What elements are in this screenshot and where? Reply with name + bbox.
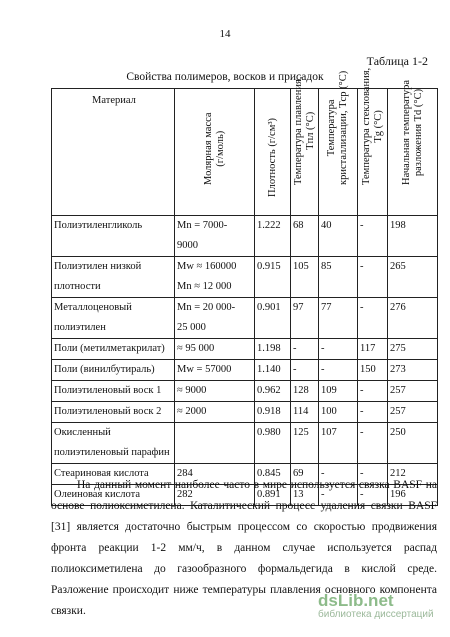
cell-density: 0.901 — [255, 298, 291, 339]
cell-melting-temp: 125 — [291, 423, 319, 464]
table-row — [52, 402, 438, 423]
table-row — [52, 257, 438, 298]
cell-material: Полиэтиленовый воск 1 — [52, 381, 175, 402]
cell-molar-mass: 282 — [175, 485, 255, 506]
cell-decomposition-temp: 276 — [388, 298, 438, 339]
cell-density: 0.918 — [255, 402, 291, 423]
cell-melting-temp: 128 — [291, 381, 319, 402]
cell-decomposition-temp: 257 — [388, 381, 438, 402]
cell-material: Олеиновая кислота — [52, 485, 175, 506]
table-row — [52, 360, 438, 381]
cell-glass-temp: 117 — [358, 339, 388, 360]
cell-density: 1.222 — [255, 216, 291, 257]
cell-density: 1.198 — [255, 339, 291, 360]
cell-material: Поли (винилбутираль) — [52, 360, 175, 381]
cell-material: Окисленный полиэтиленовый парафин — [52, 423, 175, 464]
cell-density: 0.962 — [255, 381, 291, 402]
header-glass-temp: Температура стеклования, Tg (°С) — [358, 89, 388, 216]
header-melting-temp: Температура плавления, Tпл (°С) — [291, 89, 319, 216]
cell-glass-temp: - — [358, 381, 388, 402]
page-number: 14 — [219, 28, 231, 40]
cell-melting-temp: 97 — [291, 298, 319, 339]
cell-decomposition-temp: 250 — [388, 423, 438, 464]
table-title: Свойства полимеров, восков и присадок — [126, 71, 324, 83]
cell-decomposition-temp: 198 — [388, 216, 438, 257]
cell-molar-mass: ≈ 95 000 — [175, 339, 255, 360]
cell-glass-temp: - — [358, 464, 388, 485]
cell-decomposition-temp: 196 — [388, 485, 438, 506]
body-paragraph: На данный момент наиболее часто в мире используется связка BASF на основе полиоксиметилена. Каталитический процесс удаления связки BASF [31] является достаточно быстрым процессом со скоростью продвижения фронта реакции 1-2 мм/ч, в данном случае используется распад полиоксиметилена до газообразного формальдегида в кислой среде. Разложение происходит ниже температуры плавления основного компонента связки. — [51, 479, 437, 617]
cell-glass-temp: 150 — [358, 360, 388, 381]
cell-crystallization-temp: 100 — [319, 402, 358, 423]
table-label: Таблица 1-2 — [366, 54, 428, 68]
cell-melting-temp: 13 — [291, 485, 319, 506]
table-row — [52, 216, 438, 257]
cell-molar-mass: Mn = 20 000- 25 000 — [175, 298, 255, 339]
table-header-row — [52, 89, 438, 216]
cell-density: 0.915 — [255, 257, 291, 298]
cell-decomposition-temp: 212 — [388, 464, 438, 485]
cell-molar-mass: Mn = 7000- 9000 — [175, 216, 255, 257]
watermark — [318, 591, 448, 620]
table-row — [52, 339, 438, 360]
cell-density: 0.891 — [255, 485, 291, 506]
cell-crystallization-temp: 107 — [319, 423, 358, 464]
cell-glass-temp: - — [358, 485, 388, 506]
cell-decomposition-temp: 265 — [388, 257, 438, 298]
watermark-logo: dsLib.net — [318, 591, 394, 610]
header-decomposition-temp: Начальная температура разложения Td (°С) — [388, 89, 438, 216]
cell-crystallization-temp: - — [319, 339, 358, 360]
cell-glass-temp: - — [358, 216, 388, 257]
cell-material: Полиэтиленгликоль — [52, 216, 175, 257]
cell-density: 0.980 — [255, 423, 291, 464]
cell-material: Стеариновая кислота — [52, 464, 175, 485]
table-row — [52, 423, 438, 464]
cell-density: 0.845 — [255, 464, 291, 485]
cell-decomposition-temp: 257 — [388, 402, 438, 423]
cell-melting-temp: - — [291, 339, 319, 360]
cell-glass-temp: - — [358, 423, 388, 464]
cell-material: Поли (метилметакрилат) — [52, 339, 175, 360]
header-crystallization-temp: Температура кристаллизации, Tср (°С) — [319, 89, 358, 216]
cell-decomposition-temp: 275 — [388, 339, 438, 360]
cell-crystallization-temp: 77 — [319, 298, 358, 339]
cell-decomposition-temp: 273 — [388, 360, 438, 381]
cell-glass-temp: - — [358, 402, 388, 423]
header-density: Плотность (г/см³) — [255, 89, 291, 216]
cell-crystallization-temp: 40 — [319, 216, 358, 257]
cell-melting-temp: 69 — [291, 464, 319, 485]
cell-molar-mass: Mw = 57000 — [175, 360, 255, 381]
cell-melting-temp: 114 — [291, 402, 319, 423]
cell-molar-mass: Mw ≈ 160000 Mn ≈ 12 000 — [175, 257, 255, 298]
cell-melting-temp: - — [291, 360, 319, 381]
cell-crystallization-temp: 85 — [319, 257, 358, 298]
cell-material: Металлоценовый полиэтилен — [52, 298, 175, 339]
header-material: Материал — [52, 89, 175, 216]
cell-molar-mass — [175, 423, 255, 464]
cell-crystallization-temp: 109 — [319, 381, 358, 402]
cell-crystallization-temp: - — [319, 464, 358, 485]
cell-glass-temp: - — [358, 257, 388, 298]
table-row — [52, 381, 438, 402]
cell-density: 1.140 — [255, 360, 291, 381]
watermark-subtitle: библиотека диссертаций — [318, 609, 434, 620]
cell-crystallization-temp: - — [319, 485, 358, 506]
cell-melting-temp: 68 — [291, 216, 319, 257]
table-row — [52, 298, 438, 339]
cell-melting-temp: 105 — [291, 257, 319, 298]
cell-glass-temp: - — [358, 298, 388, 339]
cell-crystallization-temp: - — [319, 360, 358, 381]
cell-material: Полиэтилен низкой плотности — [52, 257, 175, 298]
cell-molar-mass: ≈ 2000 — [175, 402, 255, 423]
header-molar-mass: Молярная масса (г/моль) — [175, 89, 255, 216]
cell-material: Полиэтиленовый воск 2 — [52, 402, 175, 423]
cell-molar-mass: ≈ 9000 — [175, 381, 255, 402]
cell-molar-mass: 284 — [175, 464, 255, 485]
